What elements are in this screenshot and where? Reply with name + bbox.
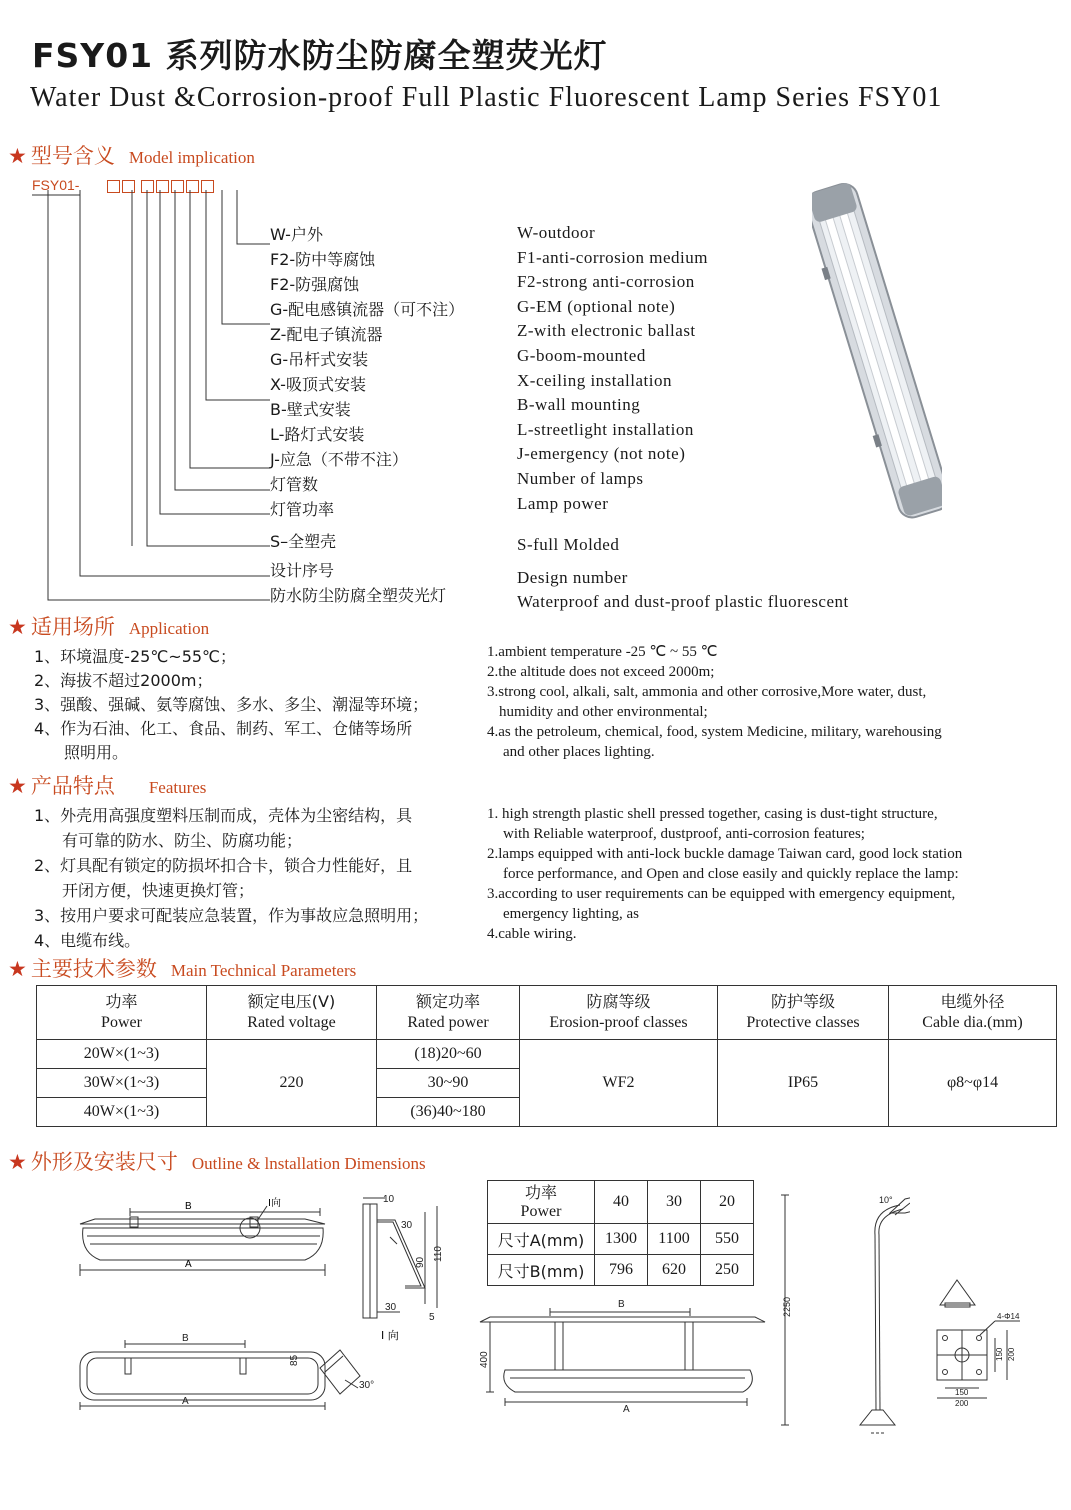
label-i-dir: I向 [268,1198,281,1209]
model-item-en: Lamp power [517,493,609,513]
table-cell: 30 [648,1181,701,1224]
section-outline-heading: ★ 外形及安装尺寸 Outline & lnstallation Dimensions [8,1150,426,1174]
feature-item-en: 2.lamps equipped with anti-lock buckle damage Taiwan card, good lock station [487,846,963,862]
table-cell: 尺寸B(mm) [488,1255,595,1286]
street-pole-drawing [775,1185,910,1440]
table-cell: (18)20~60 [377,1040,520,1069]
label-a: A [623,1404,630,1415]
star-icon: ★ [8,957,27,981]
table-cell: 1100 [648,1224,701,1255]
model-item-en: X-ceiling installation [517,370,672,390]
params-header-row: 功率 Power 额定电压(V) Rated voltage 额定功率 Rated power 防腐等级 Erosion-proof classes 防护等级 Protective classes 电缆外径 Cable dia.(mm) [37,986,1057,1040]
table-cell: 40W×(1~3) [37,1098,207,1127]
model-items-cn [270,222,464,608]
application-item-cn: 3、强酸、强碱、氨等腐蚀、多水、多尘、潮湿等环境； [34,695,429,714]
feature-item-en: 1. high strength plastic shell pressed together, casing is dust-tight structure, [487,806,938,822]
feature-item-en: emergency lighting, as [503,906,639,922]
dim-85: 85 [289,1354,300,1366]
model-item-en: W-outdoor [517,223,596,242]
table-row [488,1255,754,1286]
model-code-prefix: FSY01- [32,177,80,193]
model-item-en: S-full Molded [517,535,620,555]
table-cell: WF2 [520,1040,718,1127]
feature-item-en: 4.cable wiring. [487,926,577,942]
model-item-en: J-emergency (not note) [517,444,686,464]
model-item-cn: X-吸顶式安装 [270,375,366,394]
dim-200-horizontal: 200 [955,1399,969,1408]
model-item-cn: G-配电感镇流器（可不注） [270,300,465,319]
model-item-cn: B-壁式安装 [270,400,351,419]
model-tree-lines [30,190,270,610]
label-a: A [182,1396,189,1407]
label-b: B [185,1201,192,1212]
model-item-cn: F2-防中等腐蚀 [270,250,376,269]
dim-10-degree: 10° [879,1195,893,1205]
feature-item-cn: 4、电缆布线。 [34,931,141,950]
application-item-cn: 照明用。 [64,743,129,762]
application-item-en: 4.as the petroleum, chemical, food, system Medicine, military, warehousing [487,724,942,740]
feature-item-cn: 开闭方便，快速更换灯管； [62,881,255,900]
model-item-en: B-wall mounting [517,395,641,415]
application-item-cn: 2、海拔不超过2000m； [34,671,213,690]
label-b: B [618,1299,625,1310]
feature-item-cn: 3、按用户要求可配装应急装置，作为事故应急照明用； [34,906,429,925]
params-table [36,985,1057,1127]
feature-item-cn: 2、灯具配有锁定的防损坏扣合卡，锁合力性能好，且 [34,856,413,875]
star-icon: ★ [8,1150,27,1174]
dim-30a: 30 [401,1220,413,1231]
label-i-dir-2: I 向 [381,1329,399,1342]
dim-4-phi-14: 4-Φ14 [997,1312,1020,1321]
dim-110: 110 [433,1246,444,1262]
dim-5: 5 [429,1312,435,1323]
table-cell: 尺寸A(mm) [488,1224,595,1255]
label-a: A [185,1259,192,1270]
application-item-en: 2.the altitude does not exceed 2000m; [487,664,715,680]
dim-200-vertical: 200 [1007,1347,1016,1361]
model-item-en: G-boom-mounted [517,345,646,365]
dim-30-degree: 30° [359,1380,375,1391]
model-item-en: Waterproof and dust-proof plastic fluorescent [517,592,849,612]
dim-150-vertical: 150 [995,1347,1004,1361]
model-item-en: G-EM (optional note) [517,296,676,316]
model-item-cn: 灯管数 [270,475,319,494]
table-cell: IP65 [718,1040,889,1127]
model-item-cn: F2-防强腐蚀 [270,275,360,294]
table-row [488,1224,754,1255]
table-cell: 550 [701,1224,754,1255]
table-row [37,1040,1057,1069]
dim-2250: 2250 [782,1296,792,1317]
dimension-table [487,1180,754,1286]
table-row: 功率 Power 40 30 20 [488,1181,754,1224]
star-icon: ★ [8,615,27,639]
model-item-cn: L-路灯式安装 [270,425,365,444]
section-params-heading: ★ 主要技术参数 Main Technical Parameters [8,957,357,981]
table-cell: 250 [701,1255,754,1286]
page-title-cn: FSY01 系列防水防尘防腐全塑荧光灯 [32,36,608,75]
model-item-cn: S–全塑壳 [270,532,337,551]
application-item-en: 3.strong cool, alkali, salt, ammonia and other corrosive,More water, dust, [487,684,927,700]
model-item-cn: 设计序号 [270,561,335,580]
feature-item-cn: 1、外壳用高强度塑料压制而成，壳体为尘密结构，具 [34,806,413,825]
feature-item-en: force performance, and Open and close easily and quickly replace the lamp: [503,866,959,882]
application-item-cn: 1、环境温度-25℃~55℃； [34,647,237,666]
star-icon: ★ [8,774,27,798]
application-item-en: 1.ambient temperature -25 ℃ ~ 55 ℃ [487,644,718,660]
dim-150-horizontal: 150 [955,1388,969,1397]
table-cell: 1300 [595,1224,648,1255]
dim-400: 400 [479,1351,490,1368]
application-list-cn [34,645,428,765]
page-title-en: Water Dust &Corrosion-proof Full Plastic Fluorescent Lamp Series FSY01 [30,82,943,113]
lamp-product-image [812,176,942,526]
feature-item-cn: 有可靠的防水、防尘、防腐功能； [62,831,303,850]
model-item-cn: J-应急（不带不注） [270,450,408,469]
application-item-en: humidity and other environmental; [499,704,708,720]
model-item-en: Z-with electronic ballast [517,321,696,341]
dim-10: 10 [383,1194,395,1205]
label-b: B [182,1333,189,1344]
table-cell: 20 [701,1181,754,1224]
model-item-cn: 防水防尘防腐全塑荧光灯 [270,586,447,605]
features-list-en [487,804,962,944]
model-item-cn: 灯管功率 [270,500,335,519]
table-cell: 20W×(1~3) [37,1040,207,1069]
model-item-cn: G-吊杆式安装 [270,350,369,369]
model-item-cn: Z-配电子镇流器 [270,325,383,344]
table-cell: φ8~φ14 [889,1040,1057,1127]
feature-item-en: 3.according to user requirements can be equipped with emergency equipment, [487,886,956,902]
top-view-drawing [75,1328,375,1418]
table-cell: 796 [595,1255,648,1286]
table-cell: (36)40~180 [377,1098,520,1127]
section-application-heading: ★ 适用场所 Application [8,615,210,639]
model-item-en: Number of lamps [517,468,644,488]
dim-30b: 30 [385,1302,397,1313]
table-cell: 30~90 [377,1069,520,1098]
application-list-en [487,642,942,762]
section-model-heading: ★ 型号含义 Model implication [8,144,255,168]
table-cell: 620 [648,1255,701,1286]
section-features-heading: ★ 产品特点 Features [8,774,207,798]
dim-90: 90 [415,1256,426,1268]
pendant-mount-drawing [475,1292,775,1417]
model-item-en: L-streetlight installation [517,419,694,439]
base-plate-drawing [925,1275,1055,1415]
application-item-cn: 4、作为石油、化工、食品、制药、军工、仓储等场所 [34,719,413,738]
star-icon: ★ [8,144,27,168]
feature-item-en: with Reliable waterproof, dustproof, anti-corrosion features; [503,826,865,842]
table-cell: 220 [207,1040,377,1127]
table-cell: 30W×(1~3) [37,1069,207,1098]
table-cell: 40 [595,1181,648,1224]
side-view-drawing [75,1192,335,1292]
model-items-en [517,221,849,615]
model-item-en: Design number [517,567,628,587]
features-list-cn [34,803,428,953]
model-item-en: F2-strong anti-corrosion [517,272,695,292]
model-item-en: F1-anti-corrosion medium [517,247,708,267]
model-item-cn: W-户外 [270,225,323,244]
application-item-en: and other places lighting. [503,744,655,760]
